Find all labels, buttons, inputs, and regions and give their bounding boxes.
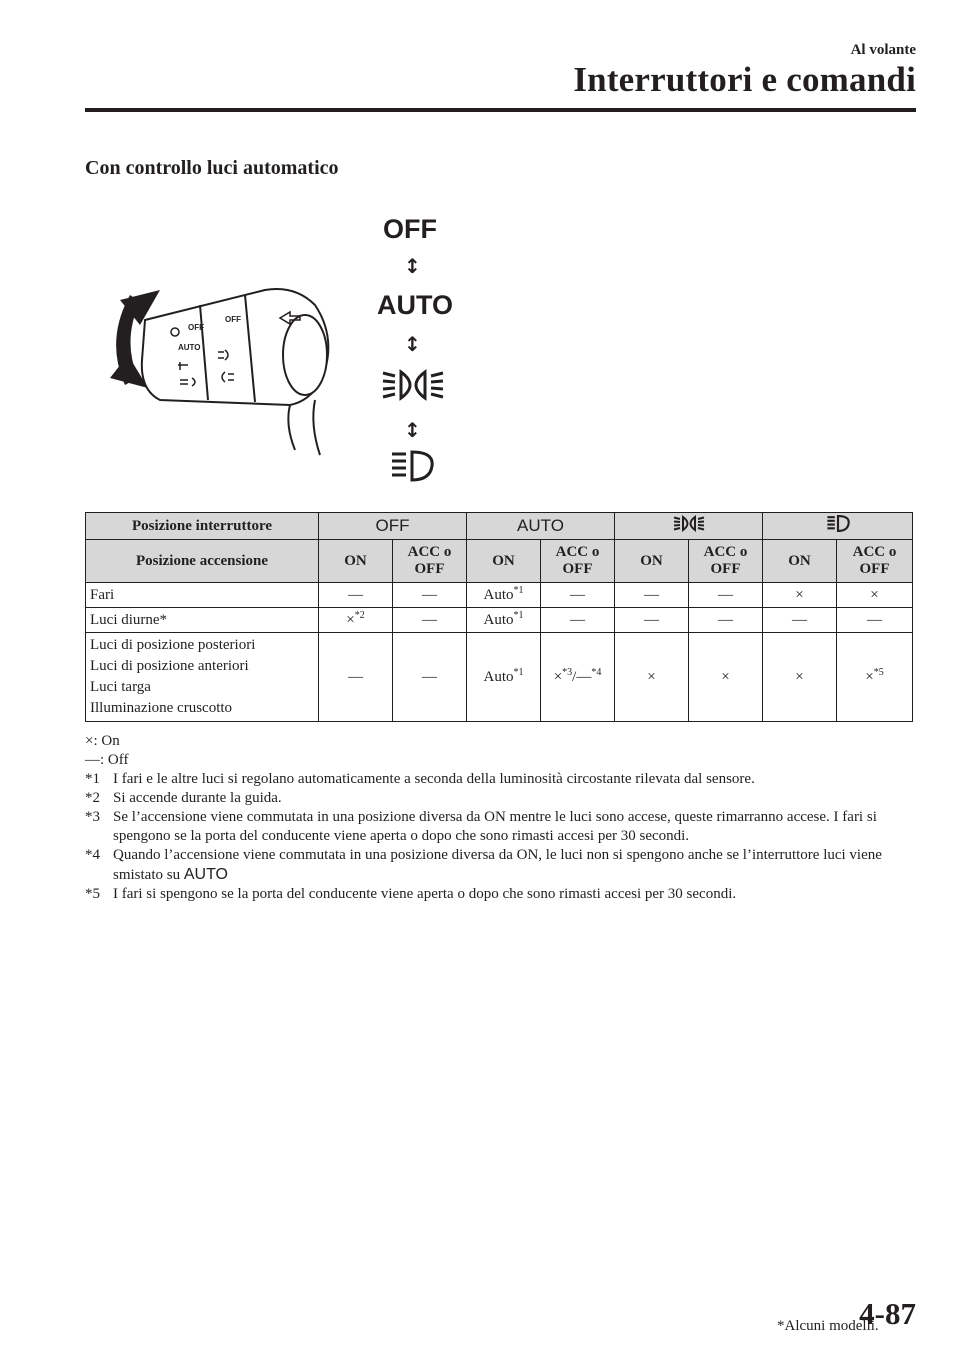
table-cell: ACC o OFF: [689, 540, 763, 583]
high-beam-header-cell: [763, 513, 913, 540]
table-cell: —: [689, 608, 763, 633]
table-cell: —: [541, 583, 615, 608]
headlight-header-cell: [615, 513, 763, 540]
footnote-4: *4 Quando l’accensione viene commutata in una posizione diversa da ON, le luci non si spengono anche se l’interruttore luci viene smistato su AUTO: [85, 847, 882, 883]
footnote-2: *2 Si accende durante la guida.: [85, 790, 282, 806]
page-title: Interruttori e comandi: [573, 60, 916, 99]
table-cell: —: [763, 608, 837, 633]
table-cell: ×: [763, 583, 837, 608]
table-cell: —: [615, 608, 689, 633]
table-cell: —: [393, 633, 467, 722]
table-cell: Posizione interruttore: [86, 513, 319, 540]
table-cell: Auto$^{*1}$: [467, 633, 541, 722]
table-cell: —: [541, 608, 615, 633]
footnotes: [85, 732, 915, 904]
auto-header-cell: AUTO: [467, 513, 615, 540]
stalk-off-label: OFF: [188, 323, 204, 332]
footnote-3: *3 Se l’accensione viene commutata in una posizione diversa da ON mentre le luci sono accese, queste rimarranno accese. I fari si spengono se la porta del conducente viene aperta o dopo che sono rimasti accesi per 30 secondi.: [85, 809, 877, 844]
table-cell: Luci di posizione posteriori Luci di posizione anteriori Luci targa Illuminazione cruscotto: [86, 633, 319, 722]
lever-illustration: [100, 250, 340, 460]
stalk-auto-label: AUTO: [178, 343, 201, 352]
high-beam-icon: [390, 450, 434, 482]
table-cell: Auto$^{*1}$: [467, 583, 541, 608]
table-cell: —: [319, 583, 393, 608]
high-beam-icon: [826, 515, 850, 532]
table-row: [86, 633, 913, 722]
table-cell: Auto$^{*1}$: [467, 608, 541, 633]
off-header-cell: OFF: [319, 513, 467, 540]
section-title: Con controllo luci automatico: [85, 157, 339, 179]
header-section: Al volante: [850, 42, 916, 58]
auto-inline-label: AUTO: [183, 866, 228, 883]
light-switch-figure: [100, 210, 480, 490]
table-cell: ×$^{*2}$: [319, 608, 393, 633]
table-cell: ACC o OFF: [541, 540, 615, 583]
footnote-1: *1 I fari e le altre luci si regolano automaticamente a seconda della luminosità circostante rilevata dal sensore.: [85, 771, 755, 787]
arrow-icon-1: ↕: [404, 254, 421, 278]
table-cell: ×: [837, 583, 913, 608]
footnote-5: *5 I fari si spengono se la porta del conducente viene aperta o dopo che sono rimasti accesi per 30 secondi.: [85, 886, 737, 902]
table-row: [86, 583, 913, 608]
table-cell: ×: [689, 633, 763, 722]
table-cell: —: [837, 608, 913, 633]
table-cell: ×: [763, 633, 837, 722]
arrow-icon-2: ↕: [404, 332, 421, 356]
table-cell: ON: [467, 540, 541, 583]
headlight-icon: [672, 515, 706, 532]
table-cell: ON: [319, 540, 393, 583]
table-cell: ×: [615, 633, 689, 722]
table-row: [86, 540, 913, 583]
table-cell: ×$^{*3}$/—$^{*4}$: [541, 633, 615, 722]
table-cell: ACC o OFF: [393, 540, 467, 583]
table-cell: —: [393, 583, 467, 608]
arrow-icon-3: ↕: [404, 418, 421, 442]
table-cell: Fari: [86, 583, 319, 608]
legend-on: ×: On: [85, 733, 120, 749]
legend-off: —: Off: [85, 752, 129, 768]
auto-position-label: AUTO: [377, 290, 454, 320]
table-cell: Luci diurne*: [86, 608, 319, 633]
models-note: *Alcuni modelli.: [777, 1318, 879, 1334]
header-rule: [85, 108, 916, 112]
table-cell: ON: [763, 540, 837, 583]
light-switch-table: [85, 512, 913, 722]
table-cell: —: [615, 583, 689, 608]
table-cell: ×$^{*5}$: [837, 633, 913, 722]
table-cell: ON: [615, 540, 689, 583]
table-row: [86, 608, 913, 633]
stalk-off-label-2: OFF: [225, 315, 241, 324]
headlight-icon: [381, 368, 445, 402]
table-cell: —: [393, 608, 467, 633]
table-cell: —: [319, 633, 393, 722]
table-cell: ACC o OFF: [837, 540, 913, 583]
table-cell: Posizione accensione: [86, 540, 319, 583]
table-row: [86, 513, 913, 540]
page-number: 4-87: [859, 1296, 916, 1331]
table-cell: —: [689, 583, 763, 608]
off-position-label: OFF: [383, 214, 437, 244]
